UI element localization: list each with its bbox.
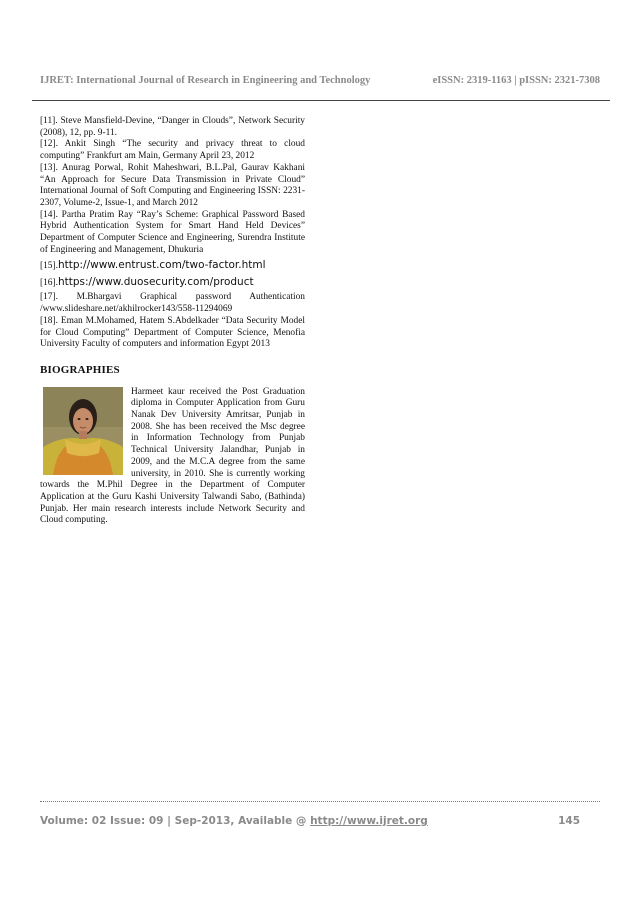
journal-link[interactable]: http://www.ijret.org bbox=[310, 815, 428, 827]
reference-15[interactable]: [15].http://www.entrust.com/two-factor.html bbox=[40, 259, 266, 272]
page-header bbox=[40, 75, 600, 86]
author-photo bbox=[43, 387, 123, 475]
reference-14: [14]. Partha Pratim Ray “Ray’s Scheme: Graphical Password Based Hybrid Authentication System for Smart Hand Held Devices” Department of Computer Science and Engineering, Surendra Institute of Engineering and Management, Dhukuria bbox=[40, 209, 305, 255]
journal-title: IJRET: International Journal of Research in Engineering and Technology bbox=[40, 75, 371, 86]
biographies-heading: BIOGRAPHIES bbox=[40, 363, 120, 376]
reference-15-link[interactable]: http://www.entrust.com/two-factor.html bbox=[57, 259, 266, 272]
reference-16[interactable]: [16].https://www.duosecurity.com/product bbox=[40, 276, 254, 289]
page-footer bbox=[40, 815, 580, 827]
header-divider bbox=[32, 100, 610, 101]
reference-18: [18]. Eman M.Mohamed, Hatem S.Abdelkader “Data Security Model for Cloud Computing” Department of Computer Science, Menofia University Faculty of computers and information Egypt 2013 bbox=[40, 315, 305, 350]
reference-11: [11]. Steve Mansfield-Devine, “Danger in Clouds”, Network Security (2008), 12, pp. 9-11. bbox=[40, 116, 305, 138]
left-column bbox=[40, 116, 305, 527]
issn-text: eISSN: 2319-1163 | pISSN: 2321-7308 bbox=[432, 75, 600, 86]
footer-divider bbox=[40, 801, 600, 802]
biography-block bbox=[40, 387, 305, 527]
reference-13: [13]. Anurag Porwal, Rohit Maheshwari, B.L.Pal, Gaurav Kakhani “An Approach for Secure Data Transmission in Private Cloud” International Journal of Soft Computing and Engineering ISSN: 2231-2307, Volume-2, Issue-1, and March 2012 bbox=[40, 162, 305, 208]
biography-text: Harmeet kaur received the Post Graduation diploma in Computer Application from Guru Nanak Dev University Amritsar, Punjab in 2008. She has been received the Msc degree in Information Technology from Punjab Technical University Jalandhar, Punjab in 2009, and the M.C.A degree from the same university, in 2010. She is currently working towards the M.Phil Degree in the Department of Computer Application at the Guru Kashi University Talwandi Sabo, (Bathinda) Punjab. Her main research interests include Network Security and Cloud computing. bbox=[40, 386, 305, 526]
reference-12: [12]. Ankit Singh “The security and privacy threat to cloud computing” Frankfurt am Main, Germany April 23, 2012 bbox=[40, 139, 305, 162]
reference-16-link[interactable]: https://www.duosecurity.com/product bbox=[57, 276, 254, 289]
reference-17: [17]. M.Bhargavi Graphical password Authentication /www.slideshare.net/akhilrocker143/558-11294069 bbox=[40, 292, 305, 315]
page-number: 145 bbox=[558, 815, 580, 827]
footer-volume: Volume: 02 Issue: 09 | Sep-2013, Available @ http://www.ijret.org bbox=[40, 815, 428, 827]
